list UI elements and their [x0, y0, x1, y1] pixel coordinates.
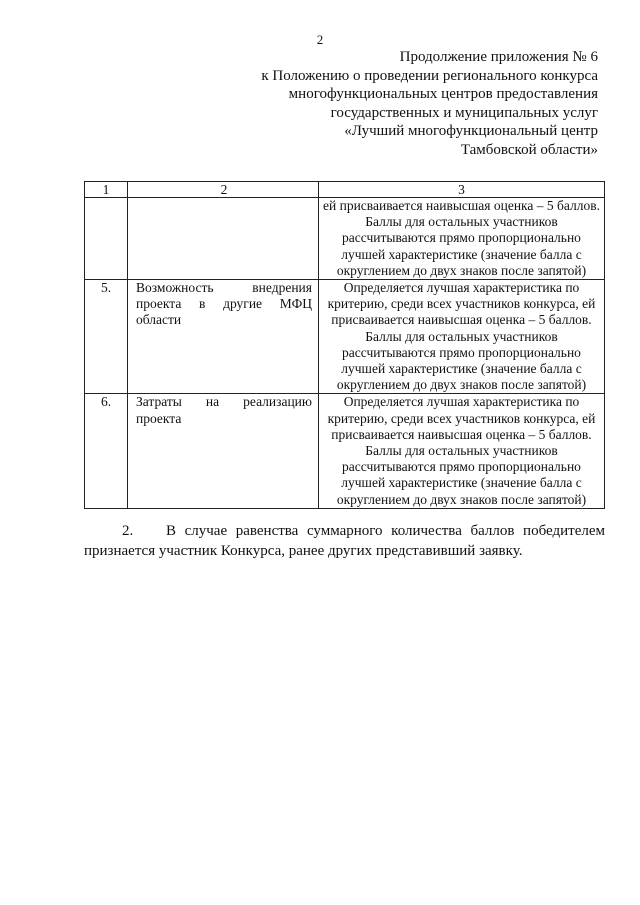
paragraph-number: 2.	[122, 523, 134, 539]
row-number: 5.	[85, 280, 128, 394]
page-number: 2	[316, 32, 324, 47]
description-cell: ей присваивается наивысшая оценка – 5 баллов. Баллы для остальных участников рассчитываются прямо пропорционально лучшей характеристике (значение балла с округлением до двух знаков после запятой)	[319, 198, 605, 280]
criterion-cell	[128, 198, 319, 280]
row-number	[85, 198, 128, 280]
header-line: «Лучший многофункциональный центр	[344, 123, 598, 139]
header-line: государственных и муниципальных услуг	[330, 104, 598, 121]
column-header: 2	[128, 182, 319, 198]
column-header: 1	[85, 182, 128, 198]
header-line: Продолжение приложения № 6	[399, 49, 598, 65]
appendix-header	[261, 48, 598, 159]
column-header: 3	[319, 182, 605, 198]
closing-paragraph	[84, 521, 605, 561]
paragraph-text: В случае равенства суммарного количества баллов победителем признается участник Конкурса, ранее других представивший заявку.	[84, 523, 605, 559]
criterion-cell: Затраты на реализацию проекта	[128, 394, 319, 508]
table-header-row	[85, 182, 605, 198]
header-line: многофункциональных центров предоставления	[288, 86, 598, 102]
table-row	[85, 198, 605, 280]
table-row	[85, 394, 605, 508]
header-line: к Положению о проведении регионального конкурса	[261, 67, 598, 84]
table-row	[85, 280, 605, 394]
criteria-table	[84, 181, 605, 509]
criterion-cell: Возможность внедрения проекта в другие МФЦ области	[128, 280, 319, 394]
row-number: 6.	[85, 394, 128, 508]
description-cell: Определяется лучшая характеристика по критерию, среди всех участников конкурса, ей присваивается наивысшая оценка – 5 баллов. Баллы для остальных участников рассчитываются прямо пропорционально лучшей характеристике (значение балла с округлением до двух знаков после запятой)	[319, 394, 605, 508]
description-cell: Определяется лучшая характеристика по критерию, среди всех участников конкурса, ей присваивается наивысшая оценка – 5 баллов. Баллы для остальных участников рассчитываются прямо пропорционально лучшей характеристике (значение балла с округлением до двух знаков после запятой)	[319, 280, 605, 394]
header-line: Тамбовской области»	[460, 141, 598, 158]
